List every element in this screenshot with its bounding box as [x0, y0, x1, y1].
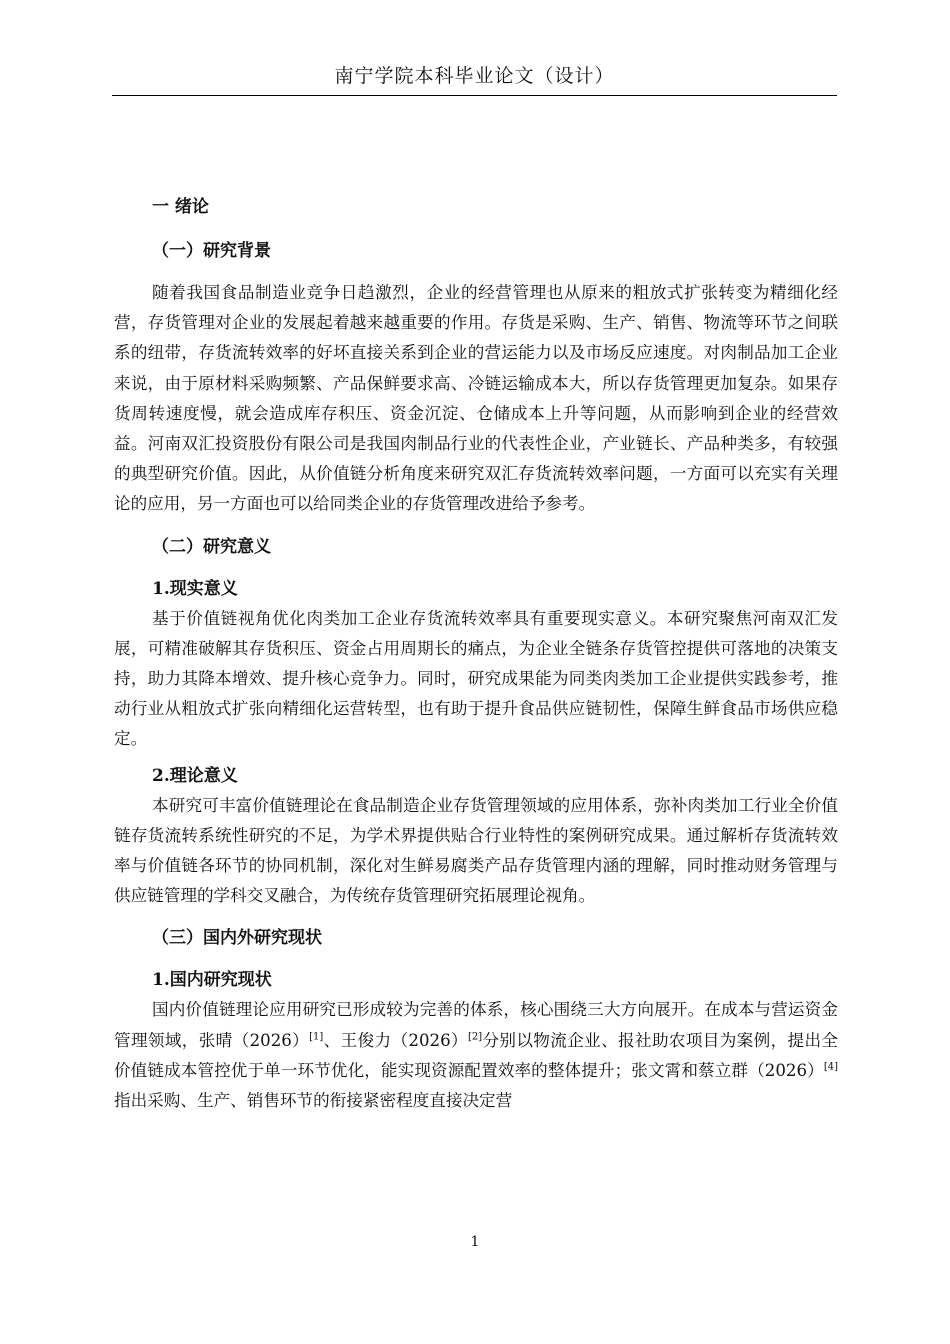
background-paragraph: 随着我国食品制造业竞争日趋激烈，企业的经营管理也从原来的粗放式扩张转变为精细化经营，存货管理对企业的发展起着越来越重要的作用。存货是采购、生产、销售、物流等环节之间联系的纽带，存货流转效率的好坏直接关系到企业的营运能力以及市场反应速度。对肉制品加工企业来说，由于原材料采购频繁、产品保鲜要求高、冷链运输成本大，所以存货管理更加复杂。如果存货周转速度慢，就会造成库存积压、资金沉淀、仓储成本上升等问题，从而影响到企业的经营效益。河南双汇投资股份有限公司是我国肉制品行业的代表性企业，产业链长、产品种类多，有较强的典型研究价值。因此，从价值链分析角度来研究双汇存货流转效率问题，一方面可以充实有关理论的应用，另一方面也可以给同类企业的存货管理改进给予参考。 — [114, 283, 838, 514]
page-body — [114, 192, 838, 1128]
citation-ref-4[interactable]: [4] — [823, 1061, 838, 1073]
domestic-text-d: 指出采购、生产、销售环节的衔接紧密程度直接决定营 — [114, 1091, 513, 1111]
domestic-text-a: 国内价值链理论应用研究已形成较为完善的体系，核心围绕三大方向展开。在成本与营运资金管理领域，张晴（2026） — [114, 1000, 838, 1050]
page-number: 1 — [470, 1234, 480, 1250]
subsection-heading-practical: 1.现实意义 — [152, 578, 238, 599]
domestic-paragraph — [114, 995, 838, 1116]
theoretical-paragraph: 本研究可丰富价值链理论在食品制造企业存货管理领域的应用体系，弥补肉类加工行业全价值链存货流转系统性研究的不足，为学术界提供贴合行业特性的案例研究成果。通过解析存货流转效率与价值链各环节的协同机制，深化对生鲜易腐类产品存货管理内涵的理解，同时推动财务管理与供应链管理的学科交叉融合，为传统存货管理研究拓展理论视角。 — [114, 795, 838, 906]
domestic-text-c: 分别以物流企业、报社助农项目为案例，提出全价值链成本管控优于单一环节优化，能实现资源配置效率的整体提升；张文霄和蔡立群（2026） — [114, 1030, 839, 1080]
subsection-heading-theoretical: 2.理论意义 — [152, 765, 238, 786]
domestic-text-b: 、王俊力（2026） — [323, 1030, 468, 1050]
practical-paragraph: 基于价值链视角优化肉类加工企业存货流转效率具有重要现实意义。本研究聚焦河南双汇发展，可精准破解其存货积压、资金占用周期长的痛点，为企业全链条存货管控提供可落地的决策支持，助力其降本增效、提升核心竞争力。同时，研究成果能为同类肉类加工企业提供实践参考，推动行业从粗放式扩张向精细化运营转型，也有助于提升食品供应链韧性，保障生鲜食品市场供应稳定。 — [114, 608, 838, 749]
section-heading-literature: （三）国内外研究现状 — [152, 928, 322, 949]
header-rule — [112, 95, 837, 96]
citation-ref-2[interactable]: [2] — [467, 1031, 483, 1043]
chapter-heading: 一 绪论 — [152, 197, 209, 217]
subsection-heading-domestic: 1.国内研究现状 — [152, 970, 272, 991]
citation-ref-1[interactable]: [1] — [309, 1031, 324, 1043]
running-header: 南宁学院本科毕业论文（设计） — [334, 65, 615, 87]
section-heading-significance: （二）研究意义 — [152, 536, 271, 557]
section-heading-background: （一）研究背景 — [152, 241, 271, 261]
